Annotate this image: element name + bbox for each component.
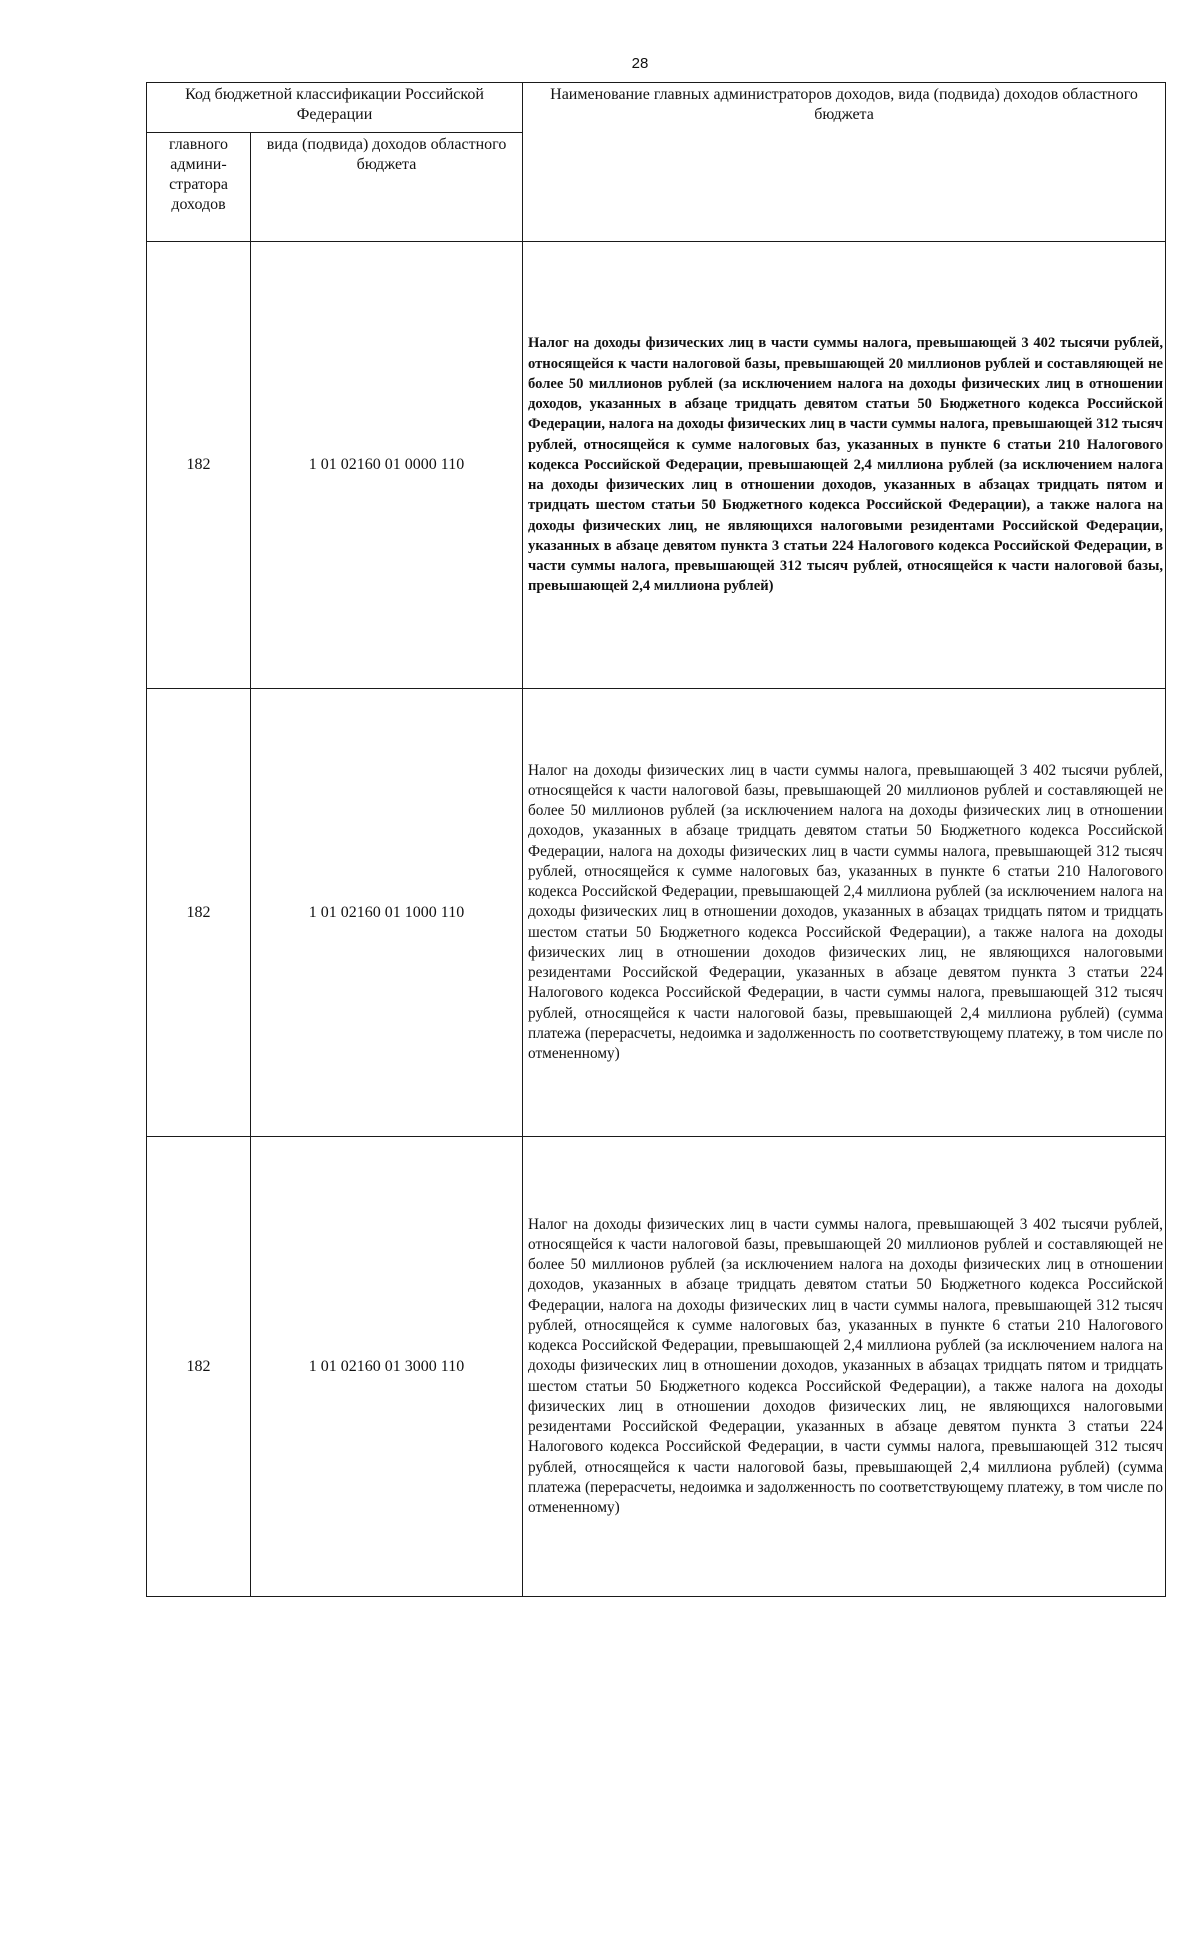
header-code-group	[147, 83, 523, 133]
header-name-column	[523, 83, 1166, 242]
budget-classification-table	[146, 82, 1166, 1597]
header-type-column-text: вида (подвида) доходов областного бюджета	[266, 136, 507, 173]
description-cell	[523, 689, 1166, 1137]
admin-code-cell: 182	[147, 242, 251, 689]
table-row	[147, 689, 1166, 1137]
description-text: Налог на доходы физических лиц в части суммы налога, превышающей 3 402 тысячи рублей, относящейся к части налоговой базы, превышающей 20 миллионов рублей и составляющей не более 50 миллионов рублей (за исключением налога на доходы физических лиц в отношении доходов, указанных в абзаце тридцать девятом статьи 50 Бюджетного кодекса Российской Федерации, налога на доходы физических лиц в части суммы налога, превышающей 312 тысяч рублей, относящейся к сумме налоговых баз, указанных в пункте 6 статьи 210 Налогового кодекса Российской Федерации, превышающей 2,4 миллиона рублей (за исключением налога на доходы физических лиц в отношении доходов, указанных в абзацах тридцать пятом и тридцать шестом статьи 50 Бюджетного кодекса Российской Федерации), а также налога на доходы физических лиц в отношении доходов физических лиц, не являющихся налоговыми резидентами Российской Федерации, указанных в абзаце девятом пункта 3 статьи 224 Налогового кодекса Российской Федерации, в части суммы налога, превышающей 312 тысяч рублей, относящейся к части налоговой базы, превышающей 2,4 миллиона рублей) (сумма платежа (перерасчеты, недоимка и задолженность по соответствующему платежу, в том числе по отмененному)	[528, 761, 1164, 1063]
admin-code-cell: 182	[147, 1137, 251, 1597]
header-code-group-text: Код бюджетной классификации Российской Федерации	[185, 86, 484, 123]
admin-code-cell: 182	[147, 689, 251, 1137]
table-row	[147, 242, 1166, 689]
income-code-cell: 1 01 02160 01 0000 110	[251, 242, 523, 689]
table-row	[147, 1137, 1166, 1597]
header-name-column-text: Наименование главных администраторов доходов, вида (подвида) доходов областного бюджета	[550, 86, 1138, 123]
header-admin-column	[147, 133, 251, 242]
header-type-column	[251, 133, 523, 242]
page-number: 28	[631, 55, 649, 72]
header-admin-column-text: главного админи-стратора доходов	[168, 136, 229, 213]
description-text: Налог на доходы физических лиц в части суммы налога, превышающей 3 402 тысячи рублей, относящейся к части налоговой базы, превышающей 20 миллионов рублей и составляющей не более 50 миллионов рублей (за исключением налога на доходы физических лиц в отношении доходов, указанных в абзаце тридцать девятом статьи 50 Бюджетного кодекса Российской Федерации, налога на доходы физических лиц в части суммы налога, превышающей 312 тысяч рублей, относящейся к сумме налоговых баз, указанных в пункте 6 статьи 210 Налогового кодекса Российской Федерации, превышающей 2,4 миллиона рублей (за исключением налога на доходы физических лиц в отношении доходов, указанных в абзацах тридцать пятом и тридцать шестом статьи 50 Бюджетного кодекса Российской Федерации), а также налога на доходы физических лиц, не являющихся налоговыми резидентами Российской Федерации, указанных в абзаце девятом пункта 3 статьи 224 Налогового кодекса Российской Федерации, в части суммы налога, превышающей 312 тысяч рублей, относящейся к части налоговой базы, превышающей 2,4 миллиона рублей)	[528, 335, 1164, 595]
description-cell	[523, 242, 1166, 689]
income-code-cell: 1 01 02160 01 3000 110	[251, 1137, 523, 1597]
description-cell	[523, 1137, 1166, 1597]
income-code-cell: 1 01 02160 01 1000 110	[251, 689, 523, 1137]
description-text: Налог на доходы физических лиц в части суммы налога, превышающей 3 402 тысячи рублей, относящейся к части налоговой базы, превышающей 20 миллионов рублей и составляющей не более 50 миллионов рублей (за исключением налога на доходы физических лиц в отношении доходов, указанных в абзаце тридцать девятом статьи 50 Бюджетного кодекса Российской Федерации, налога на доходы физических лиц в части суммы налога, превышающей 312 тысяч рублей, относящейся к сумме налоговых баз, указанных в пункте 6 статьи 210 Налогового кодекса Российской Федерации, превышающей 2,4 миллиона рублей (за исключением налога на доходы физических лиц в отношении доходов, указанных в абзацах тридцать пятом и тридцать шестом статьи 50 Бюджетного кодекса Российской Федерации), а также налога на доходы физических лиц в отношении доходов физических лиц, не являющихся налоговыми резидентами Российской Федерации, указанных в абзаце девятом пункта 3 статьи 224 Налогового кодекса Российской Федерации, в части суммы налога, превышающей 312 тысяч рублей, относящейся к части налоговой базы, превышающей 2,4 миллиона рублей) (сумма платежа (перерасчеты, недоимка и задолженность по соответствующему платежу, в том числе по отмененному)	[528, 1215, 1164, 1517]
